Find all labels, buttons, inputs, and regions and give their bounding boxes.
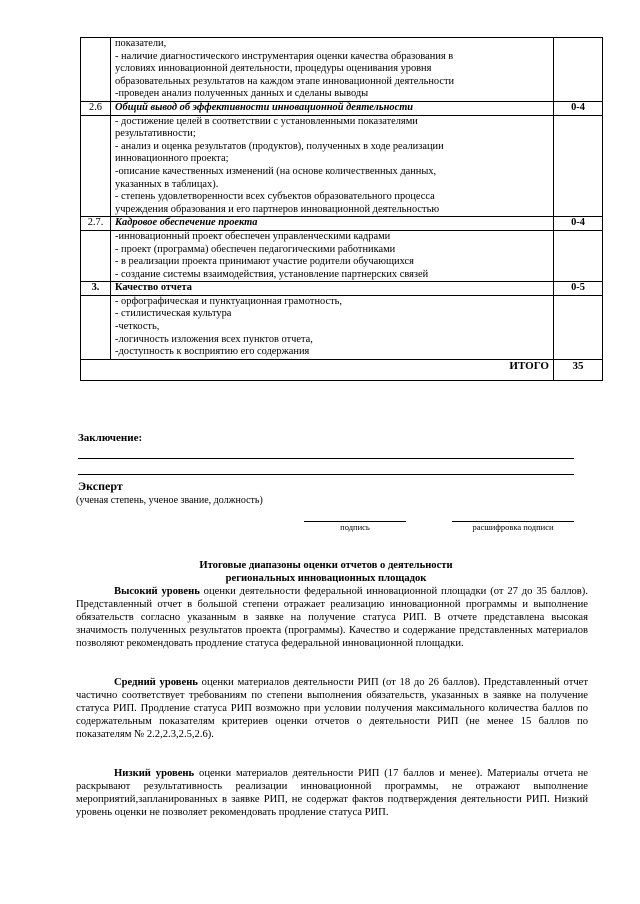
criterion-heading-row — [81, 217, 603, 231]
high-level-paragraph — [76, 586, 588, 651]
criterion-detail-line: -доступность к восприятию его содержания — [115, 346, 310, 358]
criterion-score — [554, 230, 603, 281]
total-label: ИТОГО — [81, 359, 554, 380]
criterion-detail-line: учреждения образования и его партнеров инновационной деятельностью — [115, 203, 440, 215]
criterion-details — [111, 115, 554, 217]
ranges-title-line-2: региональных инновационных площадок — [225, 573, 427, 584]
decoding-caption: расшифровка подписи — [472, 522, 554, 532]
criterion-details — [111, 230, 554, 281]
conclusion-line-2 — [78, 474, 574, 475]
criterion-detail-line: - степень удовлетворенности всех субъектов образовательного процесса — [115, 191, 435, 203]
criterion-score — [554, 295, 603, 359]
high-level-label: Высокий уровень — [114, 586, 200, 597]
criterion-detail-line: - анализ и оценка результатов (продуктов), полученных в ходе реализации — [115, 140, 444, 152]
expert-title: Эксперт — [78, 479, 123, 493]
criterion-detail-line: результативности; — [115, 128, 196, 140]
criterion-heading — [111, 217, 554, 231]
criteria-table-body — [81, 38, 603, 360]
criterion-heading — [111, 101, 554, 115]
high-level-text: оценки деятельности федеральной инновационной площадки (от 27 до 35 баллов). Представленный отчет в большой степени отражает реализацию инновационной программы и выполнение обязательств согласно указанным в заявке на получение статуса РИП. В отчете представлена высокая значимость полученных результатов проекта (программы). Качество и содержание представленных материалов позволяют рекомендовать продление статуса федеральной инновационной площадки. — [76, 586, 588, 649]
medium-level-text: оценки материалов деятельности РИП (от 18 до 26 баллов). Представленный отчет частично соответствует требованиям по степени выполнения обязательств, указанных в заявке на получение статуса РИП. Продление статуса РИП возможно при условии получения максимального количества баллов по содержательным показателям критериев оценки отчетов о деятельности РИП (не менее 15 баллов по показателям № 2.2,2.3,2.5,2.6). — [76, 677, 588, 740]
medium-level-label: Средний уровень — [114, 677, 198, 688]
criterion-number — [81, 230, 111, 281]
conclusion-line-1 — [78, 458, 574, 459]
criterion-score: 0-4 — [554, 101, 603, 115]
criterion-detail-line: - в реализации проекта принимают участие родители обучающихся — [115, 256, 414, 268]
criterion-number: 2.7. — [81, 217, 111, 231]
criterion-heading-row — [81, 101, 603, 115]
criterion-detail-line: -четкость, — [115, 321, 160, 333]
criterion-detail-line: условиях инновационной деятельности, процедуры оценивания уровня — [115, 63, 432, 75]
criterion-score — [554, 38, 603, 102]
criterion-score: 0-4 — [554, 217, 603, 231]
criterion-heading-row — [81, 282, 603, 296]
criterion-detail-line: -инновационный проект обеспечен управленческими кадрами — [115, 230, 391, 242]
criterion-detail-line: - проект (программа) обеспечен педагогическими работниками — [115, 243, 396, 255]
expert-subtitle: (ученая степень, ученое звание, должность) — [76, 495, 263, 506]
total-row — [81, 359, 603, 380]
criterion-score: 0-5 — [554, 282, 603, 296]
criterion-content-row — [81, 295, 603, 359]
criterion-detail-line: - орфографическая и пунктуационная грамотность, — [115, 295, 342, 307]
conclusion-label: Заключение: — [78, 432, 143, 444]
criterion-heading-text: Общий вывод об эффективности инновационной деятельности — [115, 101, 414, 113]
criterion-detail-line: - достижение целей в соответствии с установленными показателями — [115, 115, 418, 127]
criteria-table — [80, 37, 603, 381]
criterion-number: 3. — [81, 282, 111, 296]
low-level-paragraph — [76, 768, 588, 820]
criterion-heading-text: Качество отчета — [115, 282, 192, 294]
criterion-detail-line: - создание системы взаимодействия, установление партнерских связей — [115, 268, 429, 280]
low-level-label: Низкий уровень — [114, 768, 195, 779]
ranges-title — [78, 559, 574, 585]
criterion-content-row — [81, 115, 603, 217]
criterion-detail-line: -описание качественных изменений (на основе количественных данных, — [115, 165, 437, 177]
low-level-text: оценки материалов деятельности РИП (17 баллов и менее). Материалы отчета не раскрывают результативность реализации инновационной программы, не отражают выполнение мероприятий,запланированных в заявке РИП, не содержат фактов подтверждения деятельности РИП. Низкий уровень оценки не позволяет рекомендовать продление статуса РИП. — [76, 768, 588, 818]
criterion-score — [554, 115, 603, 217]
criterion-number — [81, 38, 111, 102]
criterion-detail-line: инновационного проекта; — [115, 153, 229, 165]
criterion-detail-line: - стилистическая культура — [115, 308, 232, 320]
criterion-details — [111, 295, 554, 359]
criterion-number — [81, 115, 111, 217]
criterion-detail-line: -проведен анализ полученных данных и сделаны выводы — [115, 88, 369, 100]
criterion-heading-text: Кадровое обеспечение проекта — [115, 217, 258, 229]
ranges-title-line-1: Итоговые диапазоны оценки отчетов о деятельности — [199, 560, 453, 571]
criterion-detail-line: показатели, — [115, 38, 167, 49]
criterion-number — [81, 295, 111, 359]
criterion-heading — [111, 282, 554, 296]
criterion-detail-line: -логичность изложения всех пунктов отчета, — [115, 333, 313, 345]
criterion-details — [111, 38, 554, 102]
criterion-content-row — [81, 230, 603, 281]
medium-level-paragraph — [76, 677, 588, 742]
criterion-content-row — [81, 38, 603, 102]
criterion-detail-line: указанных в таблицах). — [115, 178, 219, 190]
total-value: 35 — [554, 359, 603, 380]
criterion-detail-line: - наличие диагностического инструментария оценки качества образования в — [115, 50, 454, 62]
signature-caption: подпись — [340, 522, 370, 532]
criterion-detail-line: образовательных результатов на каждом этапе инновационной деятельности — [115, 75, 455, 87]
criterion-number: 2.6 — [81, 101, 111, 115]
